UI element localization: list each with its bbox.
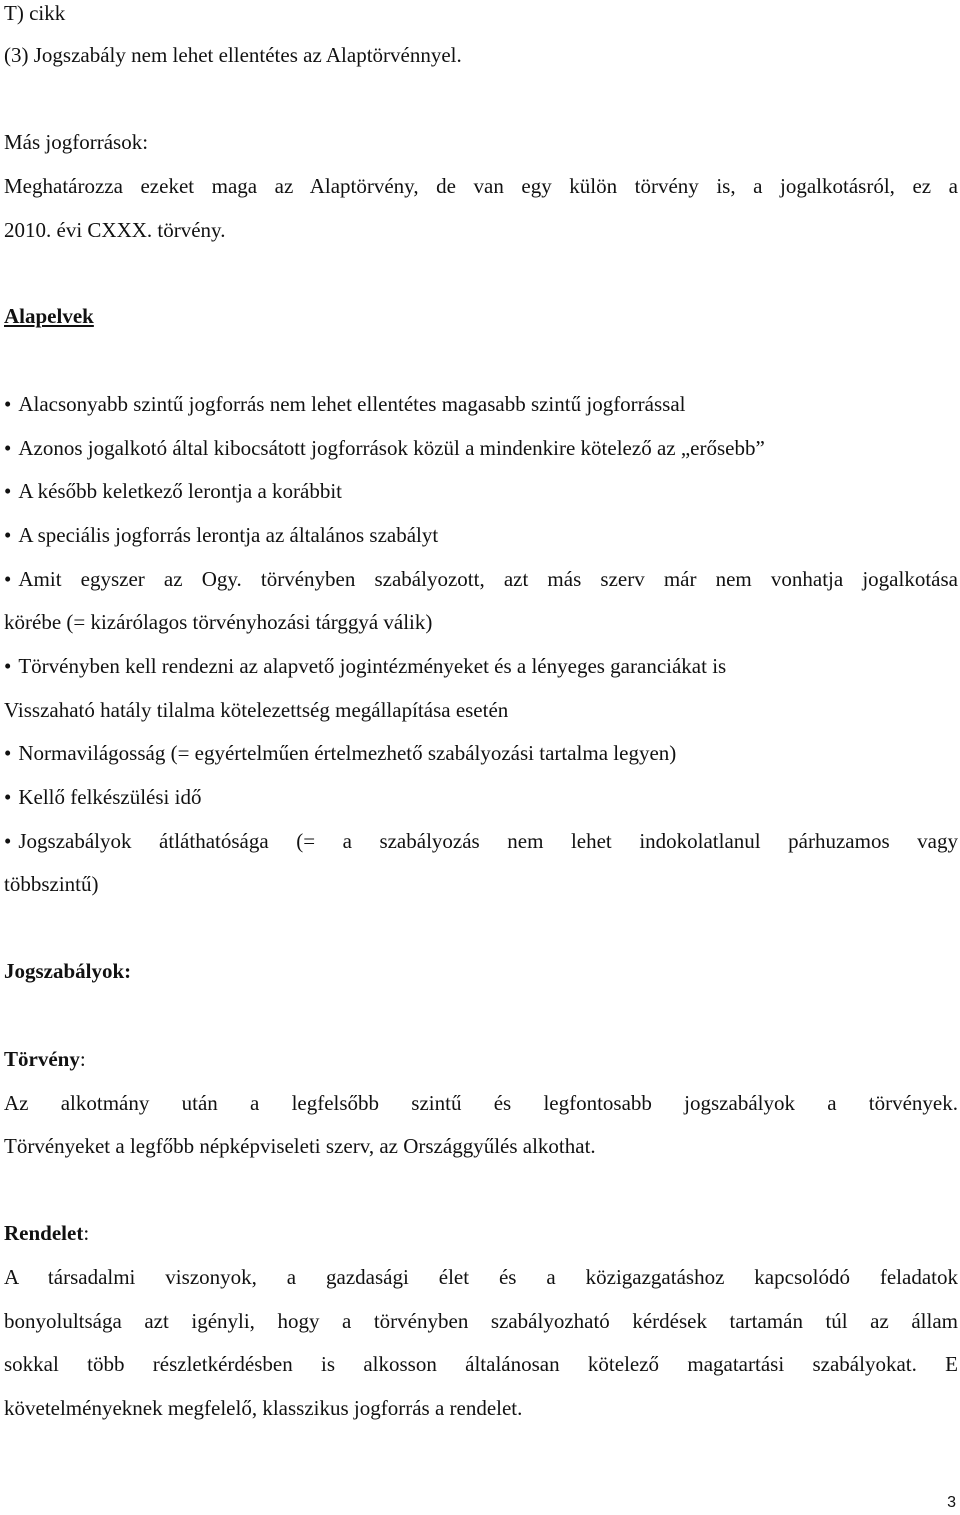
other-sources-text-1: Meghatározza ezeket maga az Alaptörvény, de van egy külön törvény is, a jogalkotásról, ez a (4, 174, 958, 198)
principle-item-continuation: Visszaható hatály tilalma kötelezettség megállapítása esetén (4, 698, 509, 722)
article-rule: (3) Jogszabály nem lehet ellentétes az Alaptörvénnyel. (4, 43, 462, 67)
principle-item-continuation: körébe (= kizárólagos törvényhozási tárggyá válik) (4, 610, 433, 634)
decree-heading-line (4, 1220, 958, 1246)
principle-item: • A speciális jogforrás lerontja az általános szabályt (4, 522, 958, 548)
principle-item: • Kellő felkészülési idő (4, 784, 958, 810)
decree-colon: : (83, 1221, 90, 1245)
principle-item: • A később keletkező lerontja a korábbit (4, 478, 958, 504)
other-sources-heading: Más jogforrások: (4, 130, 149, 154)
decree-heading: Rendelet (4, 1221, 84, 1245)
page-number: 3 (947, 1494, 956, 1511)
principle-item: • Törvényben kell rendezni az alapvető jogintézményeket és a lényeges garanciákat is (4, 653, 958, 679)
statute-colon: : (79, 1047, 86, 1071)
principle-item: • Jogszabályok átláthatósága (= a szabályozás nem lehet indokolatlanul párhuzamos vagy (4, 828, 958, 854)
article-label: T) cikk (4, 1, 66, 25)
statute-heading-line (4, 1046, 958, 1072)
principle-item: • Alacsonyabb szintű jogforrás nem lehet ellentétes magasabb szintű jogforrással (4, 391, 958, 417)
decree-text-4: követelményeknek megfelelő, klasszikus jogforrás a rendelet. (4, 1396, 523, 1420)
principle-item-continuation: többszintű) (4, 872, 99, 896)
principle-item: • Amit egyszer az Ogy. törvényben szabályozott, azt más szerv már nem vonhatja jogalkotása (4, 566, 958, 592)
other-sources-text-2: 2010. évi CXXX. törvény. (4, 218, 226, 242)
principle-item: • Normavilágosság (= egyértelműen értelmezhető szabályozási tartalma legyen) (4, 740, 958, 766)
statute-text-2: Törvényeket a legfőbb népképviseleti szerv, az Országgyűlés alkothat. (4, 1134, 596, 1158)
decree-text-2: bonyolultsága azt igényli, hogy a törvényben szabályozható kérdések tartamán túl az állam (4, 1309, 958, 1333)
laws-heading: Jogszabályok: (4, 959, 132, 983)
decree-text-1: A társadalmi viszonyok, a gazdasági élet és a közigazgatáshoz kapcsolódó feladatok (4, 1265, 958, 1289)
statute-text-1: Az alkotmány után a legfelsőbb szintű és legfontosabb jogszabályok a törvények. (4, 1091, 958, 1115)
principles-heading: Alapelvek (4, 304, 94, 328)
decree-text-3: sokkal több részletkérdésben is alkosson általánosan kötelező magatartási szabályokat. E (4, 1352, 958, 1376)
principles-heading-line (4, 303, 958, 329)
principle-item: • Azonos jogalkotó által kibocsátott jogforrások közül a mindenkire kötelező az „erősebb” (4, 435, 958, 461)
statute-heading: Törvény (4, 1047, 80, 1071)
